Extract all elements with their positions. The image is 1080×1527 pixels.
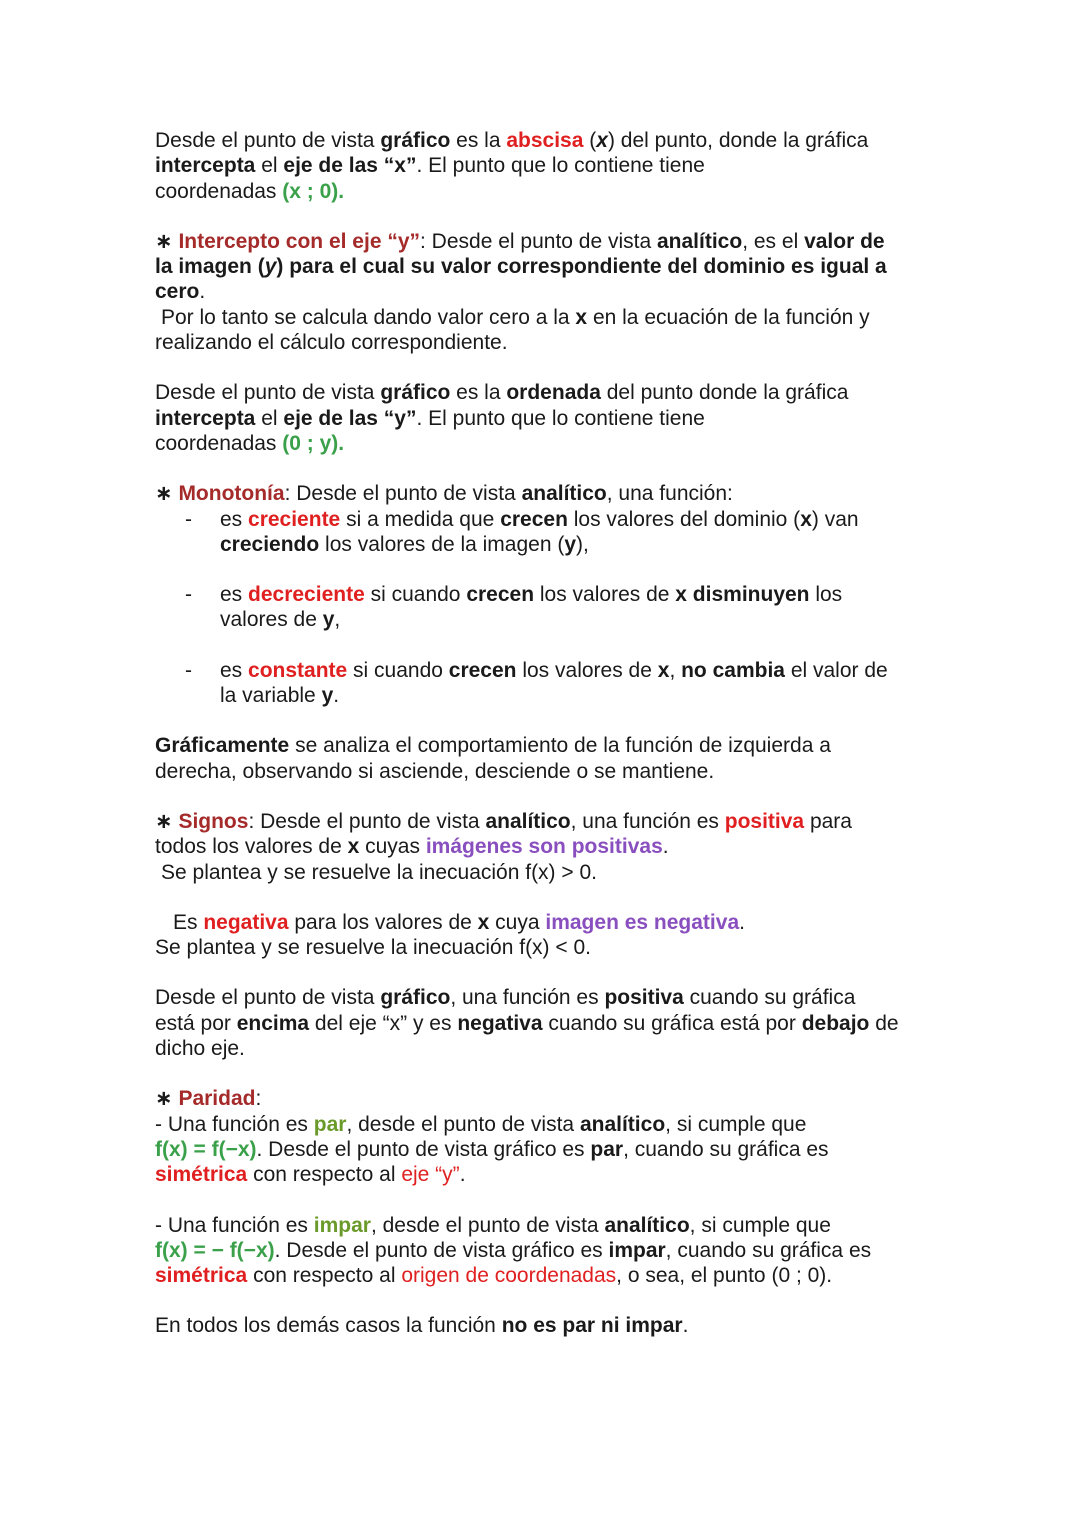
paragraph-conclusion: En todos los demás casos la función no es par ni impar. xyxy=(155,1314,689,1338)
paragraph-monotonia: ∗ Monotonía: Desde el punto de vista analítico, una función: xyxy=(155,482,733,506)
paragraph-graficamente: Gráficamente se analiza el comportamiento de la función de izquierda a derecha, observando si asciende, desciende o se mantiene. xyxy=(155,734,831,783)
dash-bullet-icon: - xyxy=(185,658,192,682)
paragraph-signos-grafico: Desde el punto de vista gráfico, una función es positiva cuando su gráfica está por encima del eje “x” y es negativa cuando su gráfica está por debajo de dicho eje. xyxy=(155,986,899,1061)
section-title-signos: Signos xyxy=(178,809,249,833)
dash-bullet-icon: - xyxy=(185,507,192,531)
bullet-star-icon: ∗ xyxy=(155,482,179,506)
monotonia-list xyxy=(155,507,945,709)
dash-bullet-icon: - xyxy=(185,583,192,607)
list-item-constante: - es constante si cuando crecen los valores de x, no cambia el valor de la variable y. xyxy=(185,658,888,708)
list-item-decreciente: - es decreciente si cuando crecen los valores de x disminuyen los valores de y, xyxy=(185,583,843,632)
paragraph-abscisa-grafico: Desde el punto de vista gráfico es la abscisa (x) del punto, donde la gráfica intercepta el eje de las “x”. El punto que lo contiene tiene coordenadas (x ; 0). xyxy=(155,129,869,203)
bullet-star-icon: ∗ xyxy=(155,809,179,833)
bullet-star-icon: ∗ xyxy=(155,229,179,253)
paragraph-signos: ∗ Signos: Desde el punto de vista analítico, una función es positiva para todos los valores de x cuyas imágenes son positivas. Se plantea y se resuelve la inecuación f(x) > 0. xyxy=(155,809,852,884)
section-title-intercepto-y: Intercepto con el eje “y” xyxy=(178,229,421,253)
paragraph-paridad-impar: - Una función es impar, desde el punto de vista analítico, si cumple que f(x) = − f(−x). Desde el punto de vista gráfico es impar, cuando su gráfica es simétrica con respecto al origen de coordenadas, o sea, el punto (0 ; 0). xyxy=(155,1213,872,1288)
bullet-star-icon: ∗ xyxy=(155,1087,179,1111)
paragraph-intercepto-y: ∗ Intercepto con el eje “y”: Desde el punto de vista analítico, es el valor de la imagen (y) para el cual su valor correspondiente del dominio es igual a cero. Por lo tanto se calcula dando valor cero a la x en la ecuación de la función y realizando el cálculo correspondiente. xyxy=(155,229,887,355)
paragraph-ordenada-grafico: Desde el punto de vista gráfico es la ordenada del punto donde la gráfica intercepta el eje de las “y”. El punto que lo contiene tiene coordenadas (0 ; y). xyxy=(155,381,849,455)
paragraph-negativa: Es negativa para los valores de x cuya imagen es negativa. Se plantea y se resuelve la inecuación f(x) < 0. xyxy=(155,910,745,960)
section-title-paridad: Paridad xyxy=(178,1087,256,1111)
paragraph-paridad-par: ∗ Paridad: - Una función es par, desde el punto de vista analítico, si cumple que f(x) = f(−x). Desde el punto de vista gráfico es par, cuando su gráfica es simétrica con respecto al eje “y”. xyxy=(155,1087,829,1187)
section-title-monotonia: Monotonía xyxy=(178,482,285,506)
document-page xyxy=(155,128,945,1364)
list-item-creciente: - es creciente si a medida que crecen los valores del dominio (x) van creciendo los valores de la imagen (y), xyxy=(185,507,859,556)
